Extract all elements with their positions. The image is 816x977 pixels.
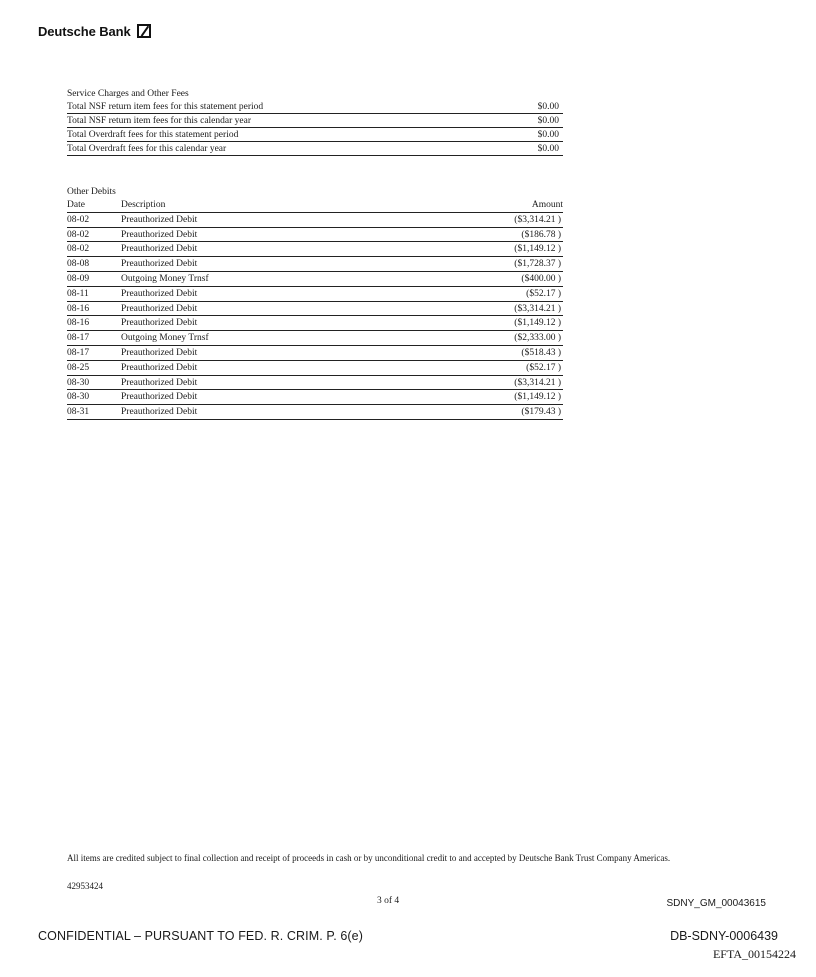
debit-row <box>67 214 563 228</box>
debit-date: 08-31 <box>67 407 90 418</box>
debit-amount: ($400.00 ) <box>521 273 561 284</box>
fee-row <box>67 129 563 142</box>
debit-row <box>67 303 563 317</box>
debit-description: Preauthorized Debit <box>121 303 198 314</box>
fee-row <box>67 143 563 156</box>
debit-amount: ($179.43 ) <box>521 407 561 418</box>
debit-amount: ($1,149.12 ) <box>514 244 561 255</box>
debit-row <box>67 229 563 243</box>
service-charges-section <box>67 88 563 157</box>
fee-amount: $0.00 <box>537 130 559 140</box>
confidential-notice: CONFIDENTIAL – PURSUANT TO FED. R. CRIM. P. 6(e) <box>38 929 363 943</box>
fee-amount: $0.00 <box>537 144 559 154</box>
debit-date: 08-16 <box>67 318 90 329</box>
debit-row <box>67 377 563 391</box>
debit-row <box>67 391 563 405</box>
debit-description: Preauthorized Debit <box>121 229 198 240</box>
bank-logo-icon <box>137 24 151 38</box>
fee-label: Total NSF return item fees for this calendar year <box>67 116 251 126</box>
debit-description: Preauthorized Debit <box>121 407 198 418</box>
debit-description: Preauthorized Debit <box>121 214 198 225</box>
debit-description: Preauthorized Debit <box>121 392 198 403</box>
bates-number: DB-SDNY-0006439 <box>670 929 778 943</box>
debit-date: 08-17 <box>67 333 90 344</box>
debit-row <box>67 406 563 420</box>
debit-description: Preauthorized Debit <box>121 347 198 358</box>
other-debits-header <box>67 199 563 213</box>
other-debits-title: Other Debits <box>67 187 116 197</box>
debit-amount: ($3,314.21 ) <box>514 214 561 225</box>
debit-description: Preauthorized Debit <box>121 318 198 329</box>
page-number: 3 of 4 <box>377 896 400 906</box>
debit-date: 08-25 <box>67 362 90 373</box>
bank-name: Deutsche Bank <box>38 24 131 39</box>
debit-amount: ($1,728.37 ) <box>514 259 561 270</box>
debit-amount: ($186.78 ) <box>521 229 561 240</box>
column-header-description: Description <box>121 200 166 210</box>
debit-amount: ($3,314.21 ) <box>514 377 561 388</box>
debit-amount: ($52.17 ) <box>526 362 561 373</box>
debit-date: 08-30 <box>67 377 90 388</box>
debit-row <box>67 273 563 287</box>
debit-row <box>67 258 563 272</box>
debit-date: 08-30 <box>67 392 90 403</box>
debit-row <box>67 243 563 257</box>
account-number: 42953424 <box>67 881 103 891</box>
debit-description: Preauthorized Debit <box>121 377 198 388</box>
fee-label: Total Overdraft fees for this calendar year <box>67 144 227 154</box>
debit-amount: ($1,149.12 ) <box>514 318 561 329</box>
debit-amount: ($3,314.21 ) <box>514 303 561 314</box>
debit-description: Preauthorized Debit <box>121 259 198 270</box>
debit-description: Preauthorized Debit <box>121 288 198 299</box>
debit-date: 08-02 <box>67 214 90 225</box>
bank-logo <box>38 24 151 39</box>
debit-row <box>67 362 563 376</box>
disclaimer-text: All items are credited subject to final collection and receipt of proceeds in cash or by unconditional credit to and accepted by Deutsche Bank Trust Company Americas. <box>67 853 671 863</box>
debit-date: 08-11 <box>67 288 89 299</box>
debit-amount: ($2,333.00 ) <box>514 333 561 344</box>
fee-amount: $0.00 <box>537 102 559 112</box>
debit-description: Preauthorized Debit <box>121 244 198 255</box>
column-header-amount: Amount <box>531 200 563 210</box>
debit-date: 08-08 <box>67 259 90 270</box>
debit-date: 08-02 <box>67 244 90 255</box>
debit-date: 08-16 <box>67 303 90 314</box>
debit-amount: ($52.17 ) <box>526 288 561 299</box>
service-charges-title: Service Charges and Other Fees <box>67 89 189 99</box>
debit-amount: ($1,149.12 ) <box>514 392 561 403</box>
efta-number: EFTA_00154224 <box>712 947 796 961</box>
column-header-date: Date <box>67 200 85 210</box>
fee-amount: $0.00 <box>537 116 559 126</box>
fee-row <box>67 101 563 114</box>
debit-date: 08-17 <box>67 347 90 358</box>
debit-row <box>67 332 563 346</box>
other-debits-section <box>67 185 563 421</box>
document-id: SDNY_GM_00043615 <box>666 898 766 909</box>
debit-row <box>67 347 563 361</box>
fee-row <box>67 115 563 128</box>
debit-row <box>67 317 563 331</box>
debit-description: Outgoing Money Trnsf <box>121 273 209 284</box>
debit-description: Preauthorized Debit <box>121 362 198 373</box>
fee-label: Total NSF return item fees for this statement period <box>67 102 264 112</box>
debit-row <box>67 288 563 302</box>
debit-date: 08-09 <box>67 273 90 284</box>
debit-description: Outgoing Money Trnsf <box>121 333 209 344</box>
debit-amount: ($518.43 ) <box>521 347 561 358</box>
fee-label: Total Overdraft fees for this statement period <box>67 130 239 140</box>
debit-date: 08-02 <box>67 229 90 240</box>
